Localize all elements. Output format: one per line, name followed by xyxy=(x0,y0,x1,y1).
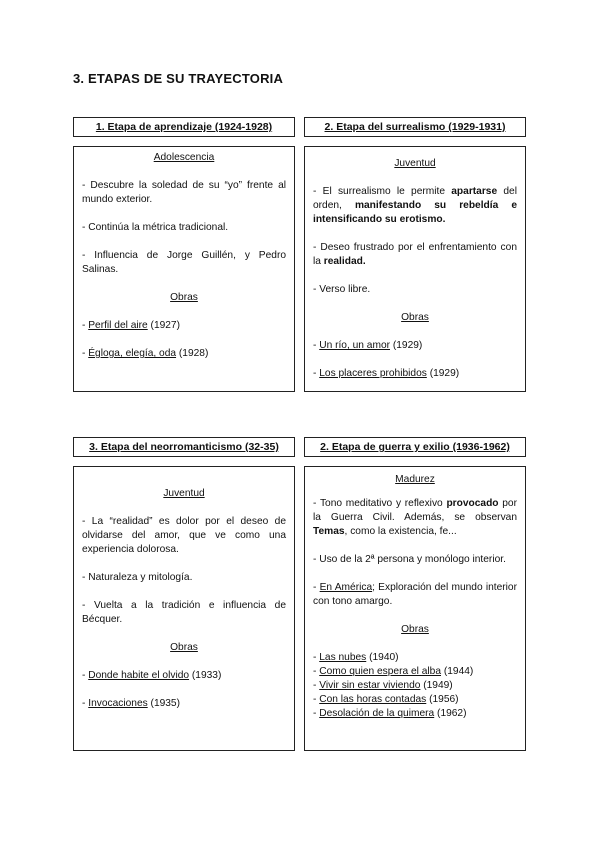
stage3-work-2-title: Invocaciones xyxy=(88,698,148,709)
stage2-work-2-year: (1929) xyxy=(429,368,460,379)
stage2-work-1-year: (1929) xyxy=(392,340,423,351)
stage1-period: Adolescencia xyxy=(153,152,215,163)
stage3-period: Juventud xyxy=(163,488,205,499)
stage4-works-label: Obras xyxy=(401,624,429,635)
stage4-item-3: - En América; Exploración del mundo interior con tono amargo. xyxy=(313,582,517,607)
stage3-item-3: - Vuelta a la tradición e influencia de Bécquer. xyxy=(82,600,286,625)
stage1-work-2-year: (1928) xyxy=(178,348,209,359)
stage2-work-1-title: Un río, un amor xyxy=(319,340,391,351)
stage3-work-1-year: (1933) xyxy=(191,670,222,681)
stage1-works-label: Obras xyxy=(170,292,198,303)
stage3-item-1: - La “realidad” es dolor por el deseo de olvidarse del amor, que ve como una experiencia dolorosa. xyxy=(82,516,286,555)
stage4-work-3: - Vivir sin estar viviendo (1949) xyxy=(313,680,453,691)
stage4-period: Madurez xyxy=(395,474,435,485)
stage3-work-1-title: Donde habite el olvido xyxy=(88,670,190,681)
stage2-work-2: - Los placeres prohibidos (1929) xyxy=(313,368,460,379)
stage3-item-2: - Naturaleza y mitología. xyxy=(82,572,193,583)
stage3-work-2: - Invocaciones (1935) xyxy=(82,698,180,709)
stage1-work-2: - Égloga, elegía, oda (1928) xyxy=(82,348,209,359)
stage3-works-label: Obras xyxy=(170,642,198,653)
stage2-item-3: - Verso libre. xyxy=(313,284,371,295)
stage4-box xyxy=(304,466,526,751)
stage2-work-2-title: Los placeres prohibidos xyxy=(319,368,427,379)
stage3-header: 3. Etapa del neorromanticismo (32-35) xyxy=(73,437,295,457)
stage3-work-2-year: (1935) xyxy=(150,698,180,709)
stage3-box xyxy=(73,466,295,751)
stage1-header: 1. Etapa de aprendizaje (1924-1928) xyxy=(73,117,295,137)
stage4-work-1: - Las nubes (1940) xyxy=(313,652,399,663)
stage2-box xyxy=(304,146,526,392)
stage2-work-1: - Un río, un amor (1929) xyxy=(313,340,423,351)
page-title: 3. ETAPAS DE SU TRAYECTORIA xyxy=(73,71,284,86)
stage4-work-2: - Como quien espera el alba (1944) xyxy=(313,666,474,677)
stage4-item-1: - Tono meditativo y reflexivo provocado por la Guerra Civil. Además, se observan Temas, como la existencia, fe... xyxy=(313,498,517,537)
stage2-header: 2. Etapa del surrealismo (1929-1931) xyxy=(304,117,526,137)
stage2-item-1: - El surrealismo le permite apartarse del orden, manifestando su rebeldía e intensificando su erotismo. xyxy=(313,186,517,225)
stage4-item-2: - Uso de la 2ª persona y monólogo interior. xyxy=(313,554,506,565)
stage1-item-2: - Continúa la métrica tradicional. xyxy=(82,222,229,233)
stage1-work-1-year: (1927) xyxy=(150,320,180,331)
stage1-box xyxy=(73,146,295,392)
stage4-header: 2. Etapa de guerra y exilio (1936-1962) xyxy=(304,437,526,457)
stage1-work-1: - Perfil del aire (1927) xyxy=(82,320,180,331)
stage3-work-1: - Donde habite el olvido (1933) xyxy=(82,670,222,681)
stage1-work-1-title: Perfil del aire xyxy=(88,320,148,331)
stage1-item-3: - Influencia de Jorge Guillén, y Pedro Salinas. xyxy=(82,250,286,275)
stage2-period: Juventud xyxy=(394,158,436,169)
stage4-works-list xyxy=(313,651,517,721)
stage4-work-4: - Con las horas contadas (1956) xyxy=(313,694,459,705)
stage1-item-1: - Descubre la soledad de su “yo” frente al mundo exterior. xyxy=(82,180,286,205)
stage4-work-5: - Desolación de la quimera (1962) xyxy=(313,708,467,719)
stage2-works-label: Obras xyxy=(401,312,429,323)
stage1-work-2-title: Égloga, elegía, oda xyxy=(88,348,177,359)
stage2-item-2: - Deseo frustrado por el enfrentamiento con la realidad. xyxy=(313,242,517,267)
